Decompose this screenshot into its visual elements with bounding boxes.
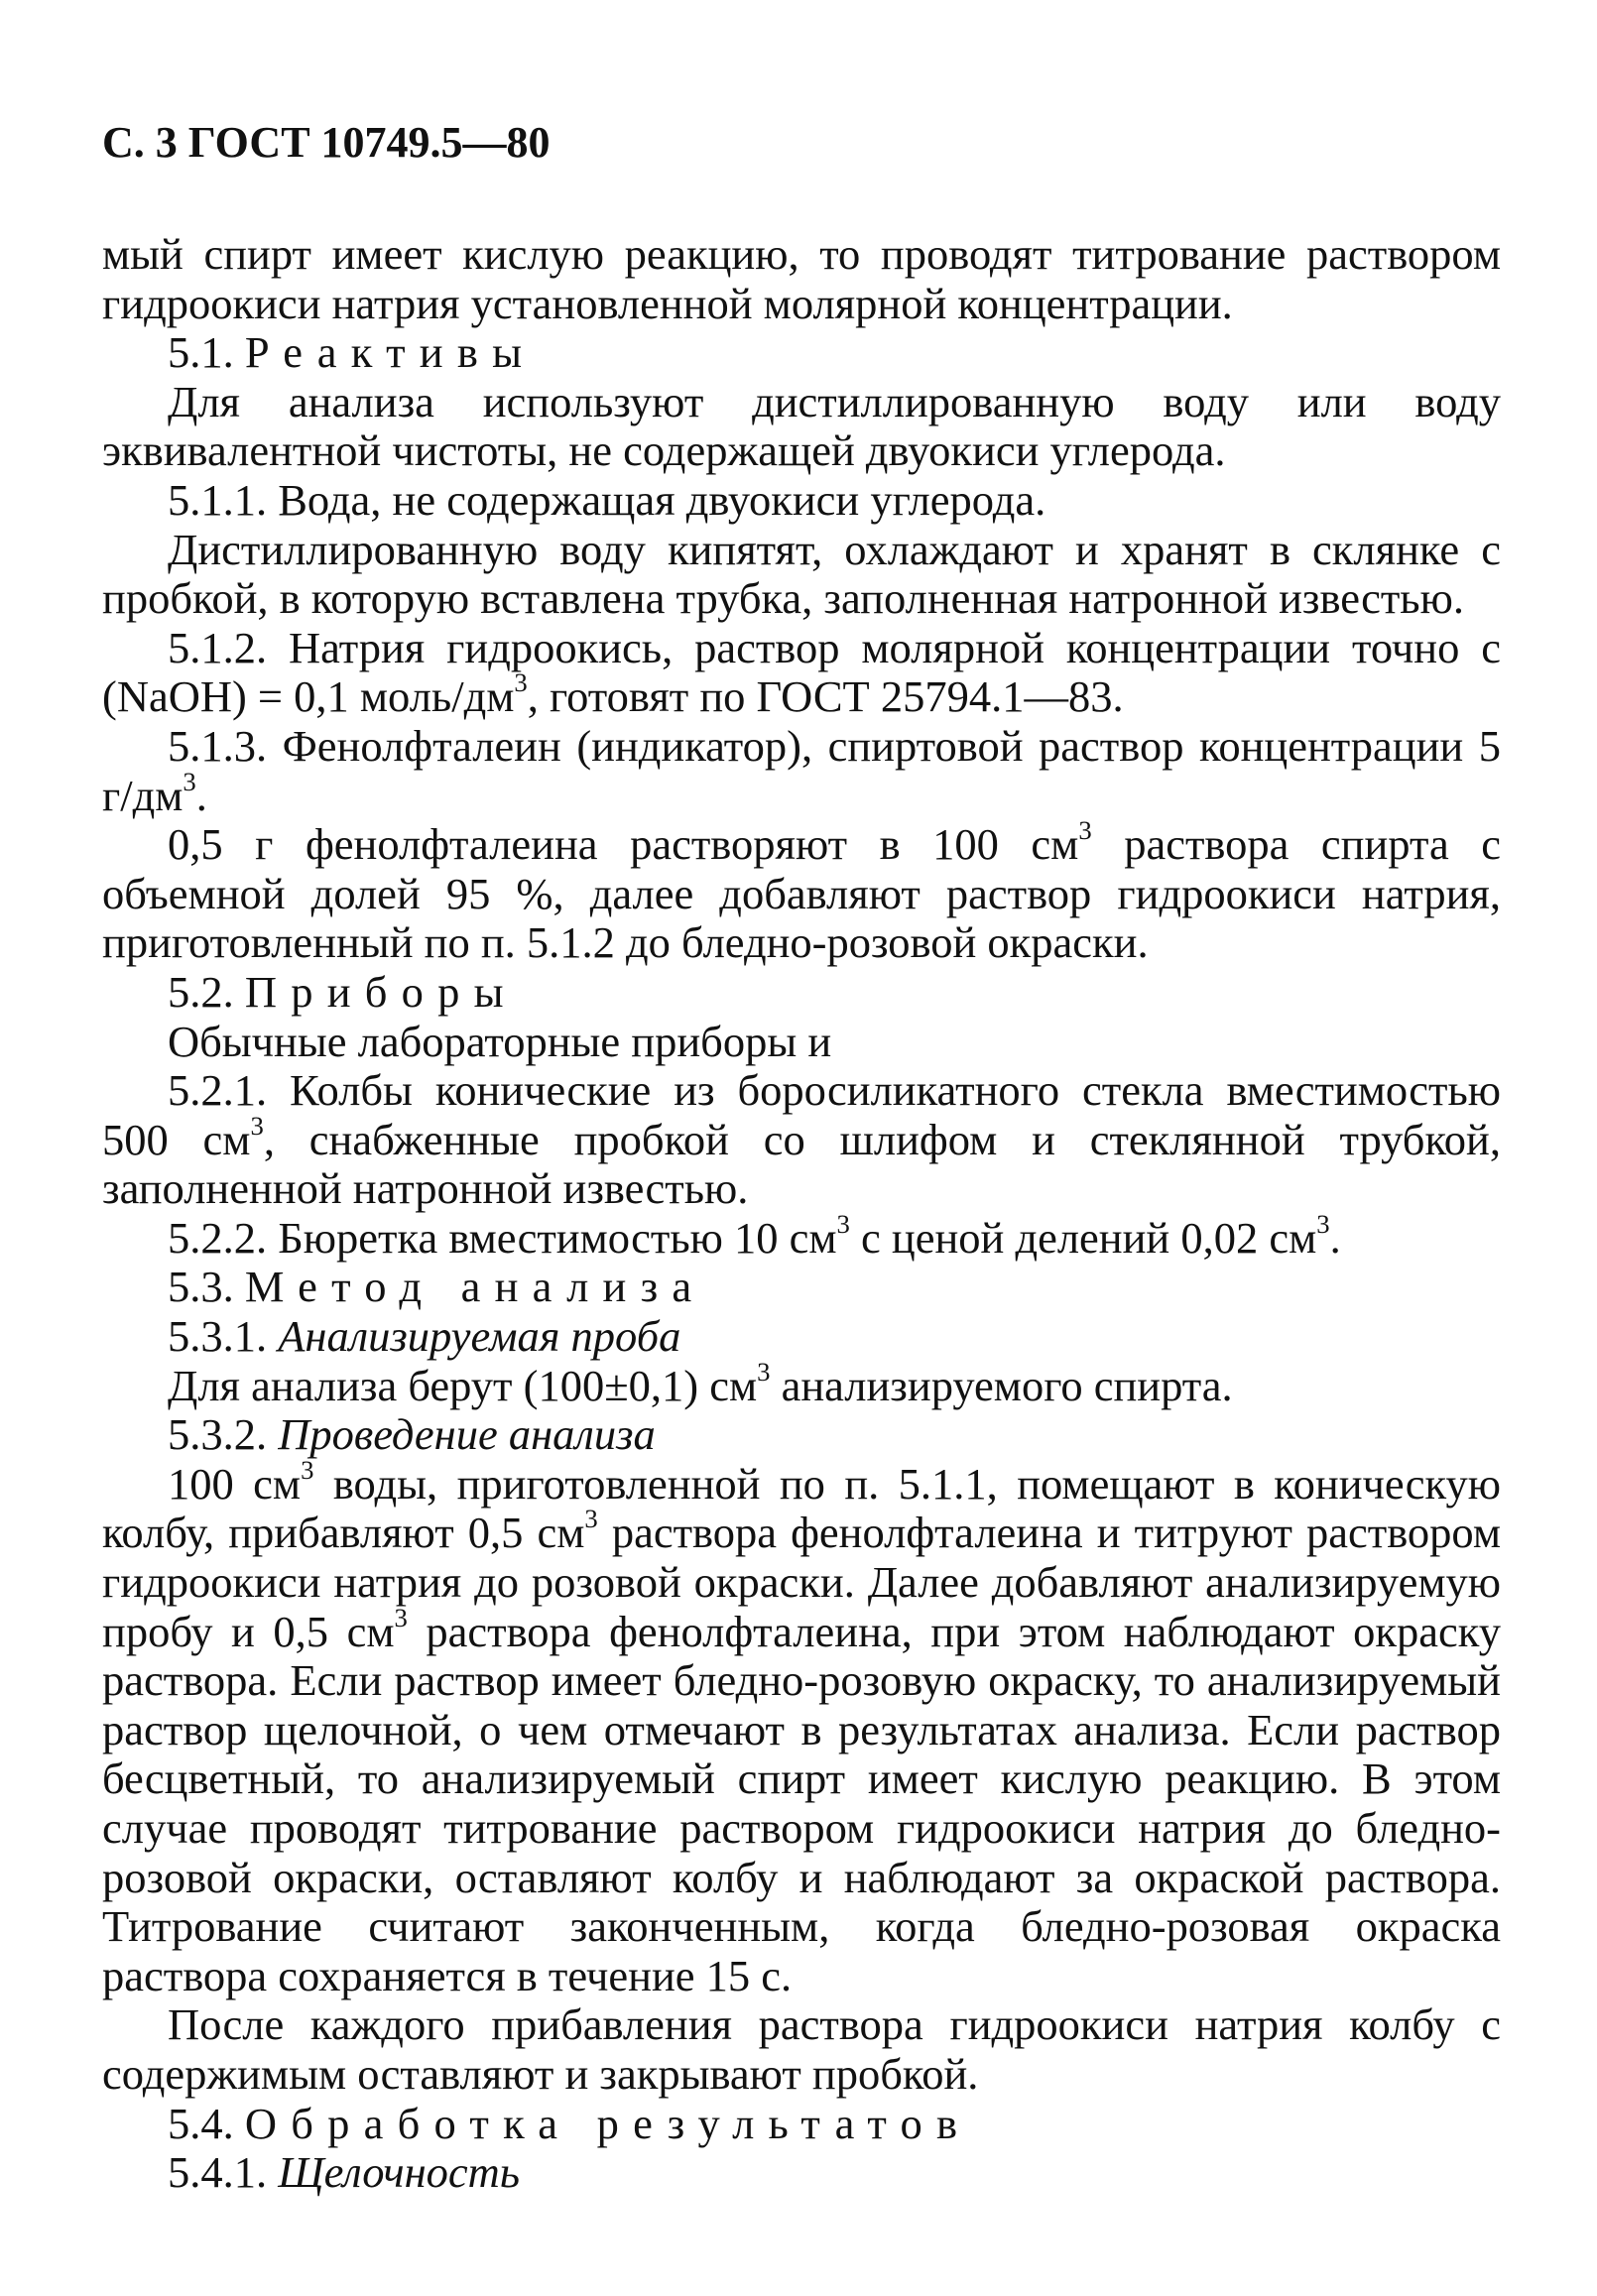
item-5-2-2: 5.2.2. Бюретка вместимостью 10 $см^3$ с ценой делений 0,02 $см^3$. xyxy=(168,1208,1341,1263)
section-5-1-heading xyxy=(102,328,1501,378)
section-5-4-1-heading xyxy=(102,2148,1501,2198)
section-number: 5.1. xyxy=(168,327,245,378)
superscript: 3 xyxy=(183,766,196,796)
superscript: 3 xyxy=(514,667,528,698)
superscript: 3 xyxy=(250,1110,264,1141)
section-title: Обработка результатов xyxy=(244,2098,972,2148)
paragraph-after-each-addition: После каждого прибавления раствора гидроокиси натрия колбу с содержимым оставляют и закрывают пробкой. xyxy=(102,1999,1501,2099)
section-5-2-heading xyxy=(102,968,1501,1018)
item-5-1-2: 5.1.2. Натрия гидроокись, раствор молярной концентрации точно c (NaOH) = 0,1 моль/$дм^3$, готовят по ГОСТ 25794.1—83. xyxy=(102,622,1501,722)
paragraph-phenolphthalein: 0,5 г фенолфталеина растворяют в 100 $см^3$ раствора спирта с объемной долей 95 %, далее добавляют раствор гидроокиси натрия, приготовленный по п. 5.1.2 до бледно-розовой окраски. xyxy=(102,815,1501,968)
section-5-3-2-heading xyxy=(102,1410,1501,1460)
section-5-3-1-heading xyxy=(102,1312,1501,1362)
superscript: 3 xyxy=(836,1208,850,1239)
page-header: С. 3 ГОСТ 10749.5—80 xyxy=(102,118,551,167)
section-title: Щелочность xyxy=(278,2147,521,2198)
section-title: Проведение анализа xyxy=(278,1409,656,1460)
section-number: 5.2. xyxy=(168,966,245,1017)
item-5-1-3: 5.1.3. Фенолфталеин (индикатор), спиртовой раствор концентрации 5 $г/дм^3$. xyxy=(102,720,1501,820)
paragraph-sample: Для анализа берут (100±0,1) $см^3$ анализируемого спирта. xyxy=(168,1356,1233,1410)
item-5-1-1: 5.1.1. Вода, не содержащая двуокиси углерода. xyxy=(168,474,1046,525)
section-number: 5.4.1. xyxy=(168,2147,279,2198)
document-body xyxy=(102,230,1501,2198)
section-title: Метод анализа xyxy=(244,1262,706,1312)
superscript: 3 xyxy=(1078,815,1092,846)
superscript: 3 xyxy=(584,1504,598,1534)
paragraph-continuation: мый спирт имеет кислую реакцию, то проводят титрование раствором гидроокиси натрия установленной молярной концентрации. xyxy=(102,229,1501,328)
paragraph-water-intro: Для анализа используют дистиллированную воду или воду эквивалентной чистоты, не содержащей двуокиси углерода. xyxy=(102,376,1501,476)
section-5-3-heading xyxy=(102,1263,1501,1312)
superscript: 3 xyxy=(1316,1208,1330,1239)
section-number: 5.3. xyxy=(168,1262,245,1312)
section-title: Приборы xyxy=(244,966,518,1017)
paragraph-procedure: 100 $см^3$ воды, приготовленной по п. 5.1.1, помещают в коническую колбу, прибавляют 0,5 $см^3$ раствора фенолфталеина и титруют раствором гидроокиси натрия до розовой окраски. Далее добавляют анализируемую пробу и 0,5 $см^3$ раствора фенолфталеина, при этом наблюдают окраску раствора. Если раствор имеет бледно-розовую окраску, то анализируемый раствор щелочной, о чем отмечают в результатах анализа. Если раствор бесцветный, то анализируемый спирт имеет кислую реакцию. В этом случае проводят титрование раствором гидроокиси натрия до бледно-розовой окраски, оставляют колбу и наблюдают за окраской раствора. Титрование считают законченным, когда бледно-розовая окраска раствора сохраняется в течение 15 с. xyxy=(102,1454,1501,2000)
section-title: Анализируемая проба xyxy=(278,1311,681,1362)
paragraph-lab-devices: Обычные лабораторные приборы и xyxy=(168,1016,832,1066)
item-5-2-1: 5.2.1. Колбы конические из боросиликатного стекла вместимостью 500 $см^3$, снабженные пробкой со шлифом и стеклянной трубкой, заполненной натронной известью. xyxy=(102,1065,1501,1214)
section-number: 5.4. xyxy=(168,2098,245,2148)
document-page xyxy=(102,115,1501,2198)
section-title: Реактивы xyxy=(244,327,537,378)
superscript: 3 xyxy=(301,1454,314,1485)
superscript: 3 xyxy=(757,1356,771,1387)
section-number: 5.3.1. xyxy=(168,1311,279,1362)
section-number: 5.3.2. xyxy=(168,1409,279,1460)
superscript: 3 xyxy=(394,1602,408,1632)
paragraph-water-prep: Дистиллированную воду кипятят, охлаждают и хранят в склянке с пробкой, в которую вставлена трубка, заполненная натронной известью. xyxy=(102,524,1501,624)
section-5-4-heading xyxy=(102,2100,1501,2149)
